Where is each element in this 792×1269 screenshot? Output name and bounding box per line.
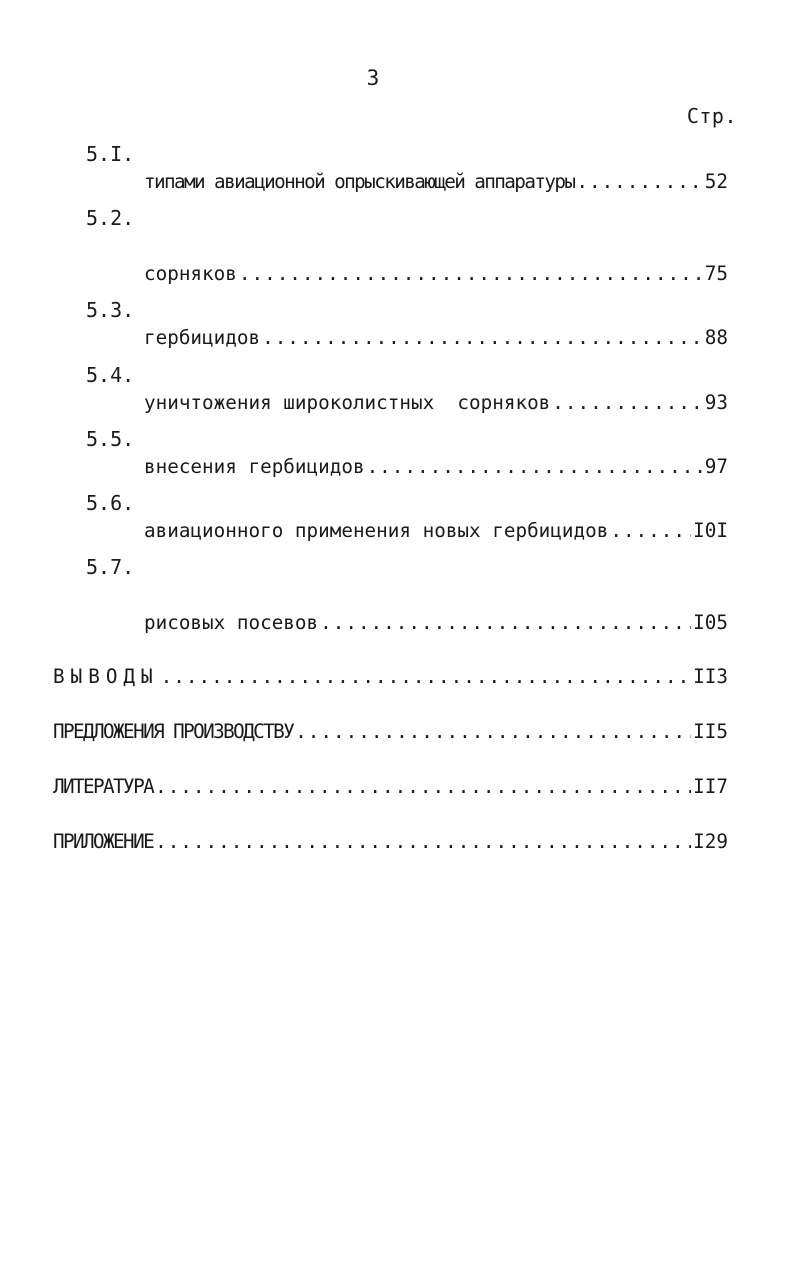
toc-entry-line [144, 425, 728, 453]
toc-entry-line: гербицидов ..... 88 [144, 324, 728, 352]
section-title: ПРИЛОЖЕНИЕ [53, 830, 154, 853]
toc-entry-line [144, 489, 728, 517]
dot-leader [610, 517, 691, 545]
toc-entry-line [144, 232, 728, 260]
section-page: II3 [693, 665, 728, 688]
dot-leader [295, 718, 691, 746]
toc-entry-line [144, 361, 728, 389]
toc-entry-number: 5.4. [86, 363, 135, 387]
toc-section-proposals [53, 718, 728, 746]
toc-section-conclusions [53, 663, 728, 691]
toc-entry-number: 5.5. [86, 427, 135, 451]
toc-section-literature [53, 773, 728, 801]
toc-entry-number: 5.3. [86, 298, 135, 322]
toc-entry-number: 5.7. [86, 555, 135, 579]
toc-entry-page: 52 [704, 170, 728, 193]
toc-entry-line: типами авиационной опрыскивающей аппаратуры ..... 52 [144, 168, 728, 196]
toc-entry-line [144, 581, 728, 609]
section-page: I29 [693, 830, 728, 853]
toc-entry-line [144, 140, 728, 168]
section-title: ВЫВОДЫ [53, 665, 159, 688]
dot-leader [239, 260, 703, 288]
dot-leader [552, 389, 702, 417]
toc-entry-line: рисовых посевов ..... I05 [144, 609, 728, 637]
toc-entry-number: 5.I. [86, 142, 135, 166]
toc-entry-line: авиационного применения новых гербицидов ..... I0I [144, 517, 728, 545]
section-page: II7 [693, 775, 728, 798]
section-title: ЛИТЕРАТУРА [53, 775, 154, 798]
dot-leader [367, 453, 703, 481]
toc-entry-number: 5.6. [86, 491, 135, 515]
dot-leader [576, 168, 702, 196]
toc-entry-page: 97 [704, 455, 728, 478]
toc-entry-page: 93 [704, 391, 728, 414]
toc-entry-line: внесения гербицидов ..... 97 [144, 453, 728, 481]
section-title: ПРЕДЛОЖЕНИЯ ПРОИЗВОДСТВУ [53, 720, 294, 743]
dot-leader [262, 324, 703, 352]
toc-entry-line: уничтожения широколистных сорняков ..... 93 [144, 389, 728, 417]
toc-entry-line [144, 553, 728, 581]
toc-entry-line [144, 204, 728, 232]
toc-entry-line [144, 296, 728, 324]
page-column-label: Стр. [686, 104, 737, 128]
toc-section-appendix [53, 828, 728, 856]
dot-leader [155, 828, 691, 856]
section-page: II5 [693, 720, 728, 743]
dot-leader [161, 663, 692, 691]
toc-entry-line: сорняков ..... 75 [144, 260, 728, 288]
toc-entry-page: 75 [704, 262, 728, 285]
toc-entry-page: I05 [693, 611, 728, 634]
dot-leader [155, 773, 691, 801]
toc-entry-page: I0I [693, 519, 728, 542]
toc-entry-number: 5.2. [86, 206, 135, 230]
dot-leader [320, 609, 691, 637]
page-number: 3 [366, 66, 380, 90]
toc-entry-page: 88 [704, 326, 728, 349]
